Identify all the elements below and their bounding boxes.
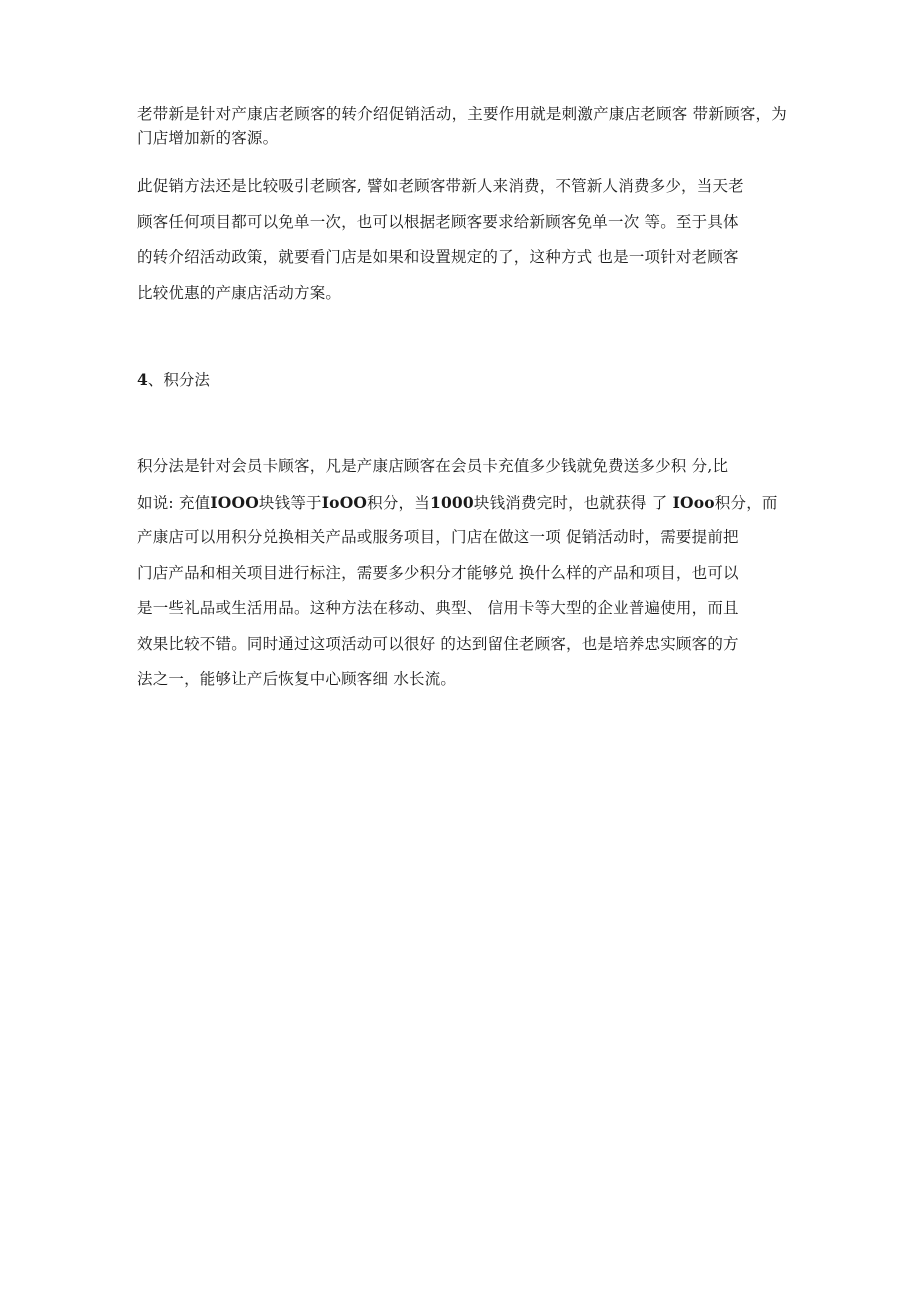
text-segment: 如说: 充值 [137,493,211,512]
section-number: 4 [137,370,148,389]
bold-number: IoOO [321,492,368,512]
section-heading-points-method [137,368,210,392]
paragraph-referral-intro: 老带新是针对产康店老顾客的转介绍促销活动，主要作用就是刺激产康店老顾客 带新顾客，为门店增加新的客源。 [137,105,787,147]
bold-number: 1000 [429,492,474,512]
paragraph-points-method [137,449,787,698]
bold-number: IOoo [672,492,715,512]
paragraph-line: 积分法是针对会员卡顾客，凡是产康店顾客在会员卡充值多少钱就免费送多少积 分,比 [137,457,729,475]
paragraph-line: 是一些礼品或生活用品。这种方法在移动、典型、 信用卡等大型的企业普遍使用，而且 [137,599,739,617]
text-segment: 积分，而 [714,493,778,512]
paragraph-line: 顾客任何项目都可以免单一次，也可以根据老顾客要求给新顾客免单一次 等。至于具体 [137,212,739,231]
paragraph-line: 法之一，能够让产后恢复中心顾客细 水长流。 [137,670,457,688]
text-segment: 块钱消费完时，也就获得 了 [473,493,673,512]
text-segment: 积分，当 [367,493,430,512]
text-segment: 块钱等于 [258,493,322,512]
paragraph-line: 产康店可以用积分兑换相关产品或服务项目，门店在做这一项 促销活动时，需要提前把 [137,528,739,546]
section-separator: 、 [147,371,164,389]
paragraph-line-with-codes [137,485,787,521]
paragraph-line: 此促销方法还是比较吸引老顾客, 譬如老顾客带新人来消费，不管新人消费多少，当天老 [137,177,744,195]
paragraph-line: 门店产品和相关项目进行标注，需要多少积分才能够兑 换什么样的产品和项目，也可以 [137,563,739,582]
paragraph-line: 比较优惠的产康店活动方案。 [137,283,342,302]
paragraph-line: 效果比较不错。同时通过这项活动可以很好 的达到留住老顾客，也是培养忠实顾客的方 [137,634,739,653]
paragraph-line: 的转介绍活动政策，就要看门店是如果和设置规定的了，这种方式 也是一项针对老顾客 [137,248,739,266]
section-title: 积分法 [163,371,210,389]
paragraph-referral-details [137,169,787,311]
bold-number: IOOO [210,492,259,512]
